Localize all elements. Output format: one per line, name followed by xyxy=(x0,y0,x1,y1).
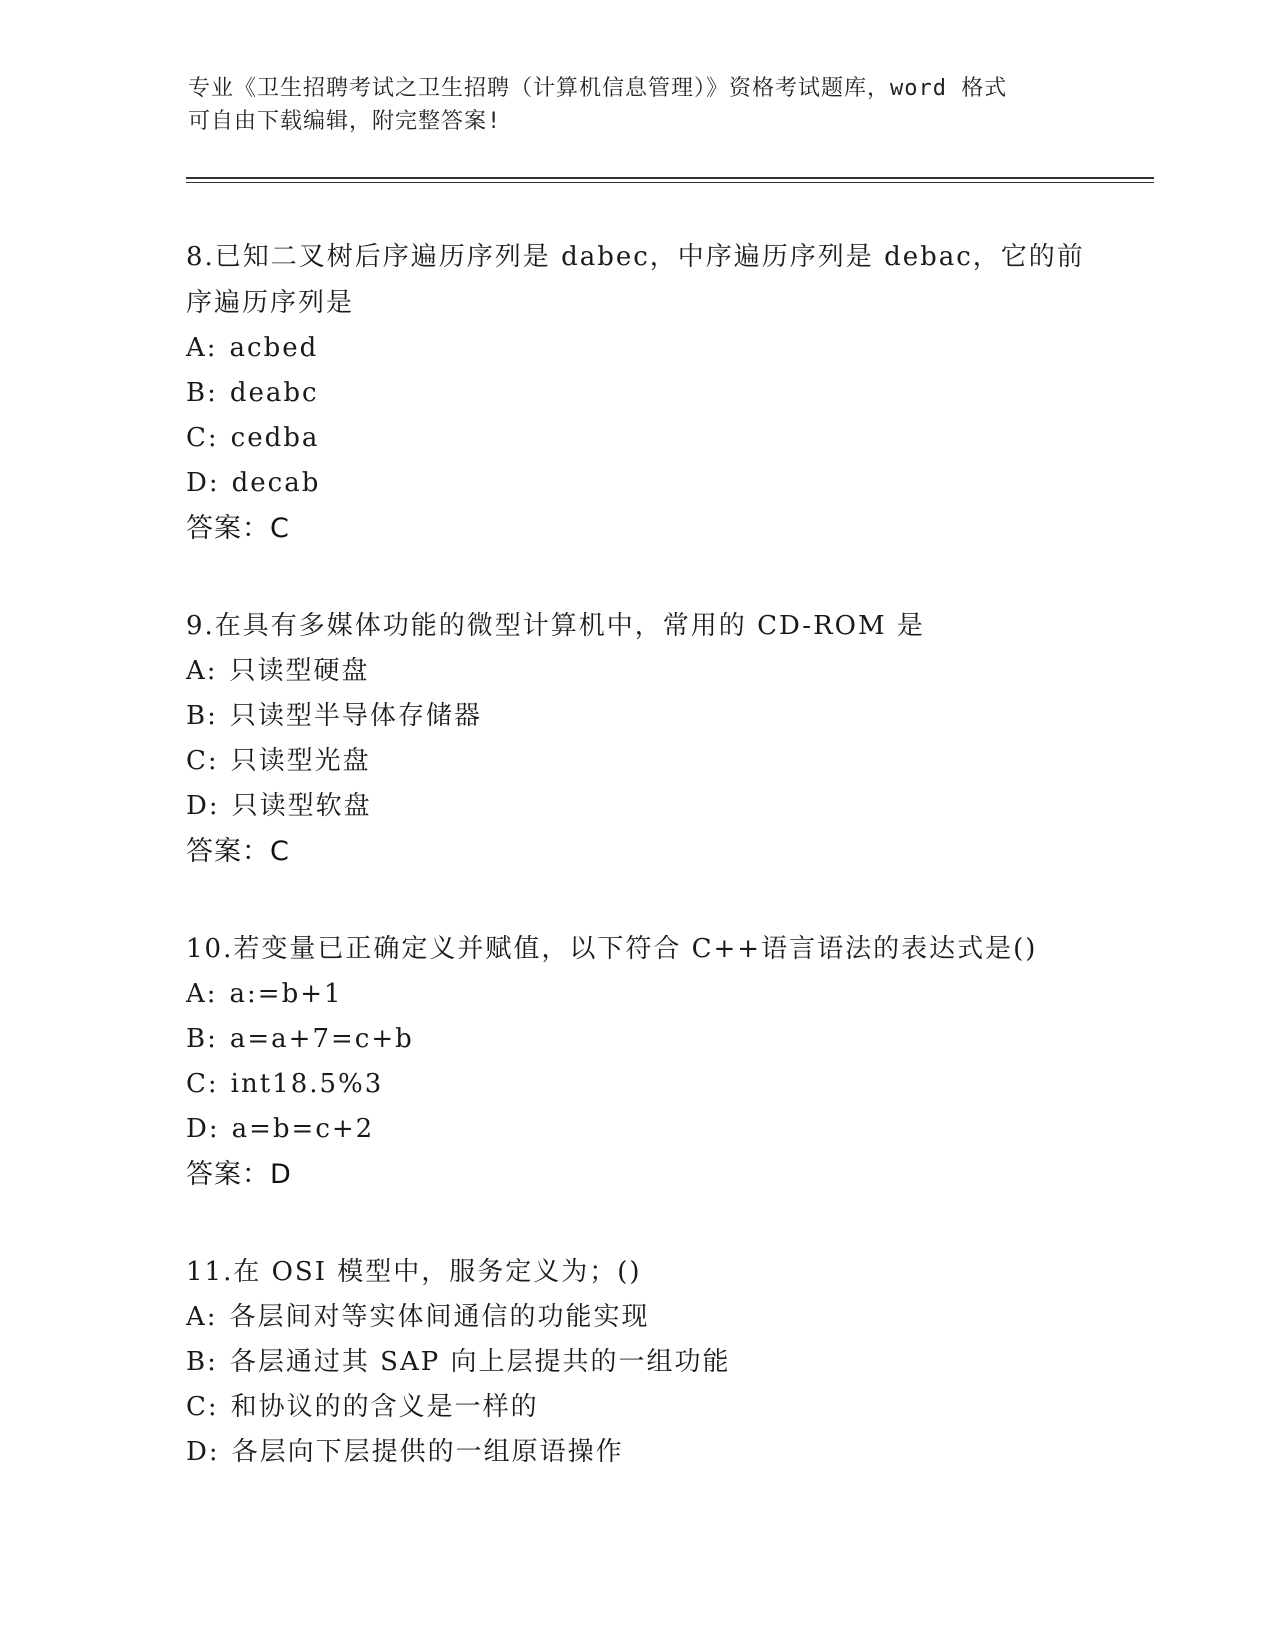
question-11 xyxy=(186,1249,1086,1475)
option-a xyxy=(186,972,1086,1017)
option-d xyxy=(186,784,1086,829)
option-text: a=a+7=c+b xyxy=(229,1024,414,1054)
option-key: C: xyxy=(186,423,219,453)
option-key: A: xyxy=(186,333,218,363)
option-key: D: xyxy=(186,1437,220,1467)
option-a xyxy=(186,649,1086,694)
option-key: B: xyxy=(186,701,218,731)
option-text: deabc xyxy=(229,378,319,408)
option-text: a:=b+1 xyxy=(229,979,343,1009)
option-a xyxy=(186,326,1086,371)
option-key: D: xyxy=(186,1114,220,1144)
option-text: cedba xyxy=(230,423,320,453)
answer-line: 答案：D xyxy=(186,1159,292,1190)
question-stem: 10.若变量已正确定义并赋值，以下符合 C++语言语法的表达式是() xyxy=(186,934,1038,964)
option-b xyxy=(186,1017,1086,1062)
question-10 xyxy=(186,926,1086,1197)
header-line-1: 专业《卫生招聘考试之卫生招聘（计算机信息管理）》资格考试题库，word 格式 xyxy=(188,76,1008,101)
option-a xyxy=(186,1295,1086,1340)
document-header xyxy=(188,72,1088,138)
answer-line: 答案：C xyxy=(186,513,290,544)
option-d xyxy=(186,461,1086,506)
question-stem: 8.已知二叉树后序遍历序列是 dabec，中序遍历序列是 debac，它的前序遍历序列是 xyxy=(186,242,1085,318)
header-line-2: 可自由下载编辑，附完整答案! xyxy=(188,109,502,134)
option-b xyxy=(186,694,1086,739)
option-text: int18.5%3 xyxy=(230,1069,384,1099)
option-d xyxy=(186,1107,1086,1152)
question-stem: 11.在 OSI 模型中，服务定义为；() xyxy=(186,1257,642,1287)
option-key: C: xyxy=(186,746,219,776)
option-key: B: xyxy=(186,1024,218,1054)
question-list xyxy=(186,234,1086,1527)
option-key: B: xyxy=(186,378,218,408)
question-stem: 9.在具有多媒体功能的微型计算机中，常用的 CD-ROM 是 xyxy=(186,611,925,641)
question-9 xyxy=(186,603,1086,874)
header-divider-thick xyxy=(186,177,1154,179)
option-text: acbed xyxy=(229,333,319,363)
option-text: 和协议的的含义是一样的 xyxy=(230,1392,539,1422)
option-b xyxy=(186,1340,1086,1385)
option-text: decab xyxy=(231,468,321,498)
option-text: 只读型光盘 xyxy=(230,746,371,776)
option-key: C: xyxy=(186,1069,219,1099)
option-text: 只读型半导体存储器 xyxy=(229,701,482,731)
option-key: A: xyxy=(186,979,218,1009)
option-d xyxy=(186,1430,1086,1475)
option-b xyxy=(186,371,1086,416)
option-key: C: xyxy=(186,1392,219,1422)
option-text: 只读型软盘 xyxy=(231,791,372,821)
option-key: D: xyxy=(186,468,220,498)
option-key: A: xyxy=(186,656,218,686)
option-key: A: xyxy=(186,1302,218,1332)
option-key: B: xyxy=(186,1347,218,1377)
option-c xyxy=(186,416,1086,461)
option-key: D: xyxy=(186,791,220,821)
header-divider-thin xyxy=(186,182,1154,183)
option-c xyxy=(186,739,1086,784)
option-c xyxy=(186,1062,1086,1107)
option-text: 各层向下层提供的一组原语操作 xyxy=(231,1437,624,1467)
question-8 xyxy=(186,234,1086,551)
option-text: 各层间对等实体间通信的功能实现 xyxy=(229,1302,650,1332)
option-text: a=b=c+2 xyxy=(231,1114,375,1144)
answer-line: 答案：C xyxy=(186,836,290,867)
option-c xyxy=(186,1385,1086,1430)
option-text: 只读型硬盘 xyxy=(229,656,370,686)
option-text: 各层通过其 SAP 向上层提共的一组功能 xyxy=(229,1347,731,1377)
